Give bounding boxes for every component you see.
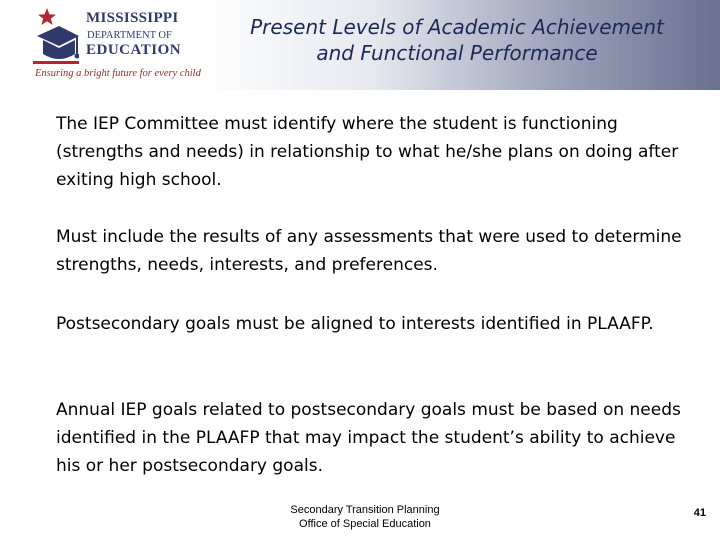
- org-name-line1: MISSISSIPPI: [86, 10, 179, 26]
- body-paragraph-1: The IEP Committee must identify where the student is functioning (strengths and needs) in relationship to what he/she plans on doing after exiting high school.: [56, 114, 679, 190]
- slide-title-line1: Present Levels of Academic Achievement: [250, 15, 664, 39]
- body-paragraph-3: Postsecondary goals must be aligned to interests identified in PLAAFP.: [56, 314, 654, 334]
- body-paragraph-2: Must include the results of any assessments that were used to determine strengths, needs, interests, and preferences.: [56, 227, 682, 275]
- org-tagline: Ensuring a bright future for every child: [35, 68, 201, 79]
- graduation-cap-star-emblem-icon: [33, 6, 79, 68]
- footer-text: [260, 503, 470, 531]
- org-name-line3: EDUCATION: [86, 42, 182, 58]
- slide-title-line2: and Functional Performance: [316, 41, 598, 65]
- mde-logo: [33, 4, 208, 84]
- page-number: 41: [693, 507, 706, 519]
- footer-line1: Secondary Transition Planning: [290, 504, 440, 516]
- slide-title: [212, 14, 702, 66]
- footer-line2: Office of Special Education: [299, 518, 431, 530]
- org-name-line2: DEPARTMENT OF: [87, 30, 172, 41]
- body-paragraph-4: Annual IEP goals related to postsecondary goals must be based on needs identified in the PLAAFP that may impact the student’s ability to achieve his or her postsecondary goals.: [56, 400, 681, 476]
